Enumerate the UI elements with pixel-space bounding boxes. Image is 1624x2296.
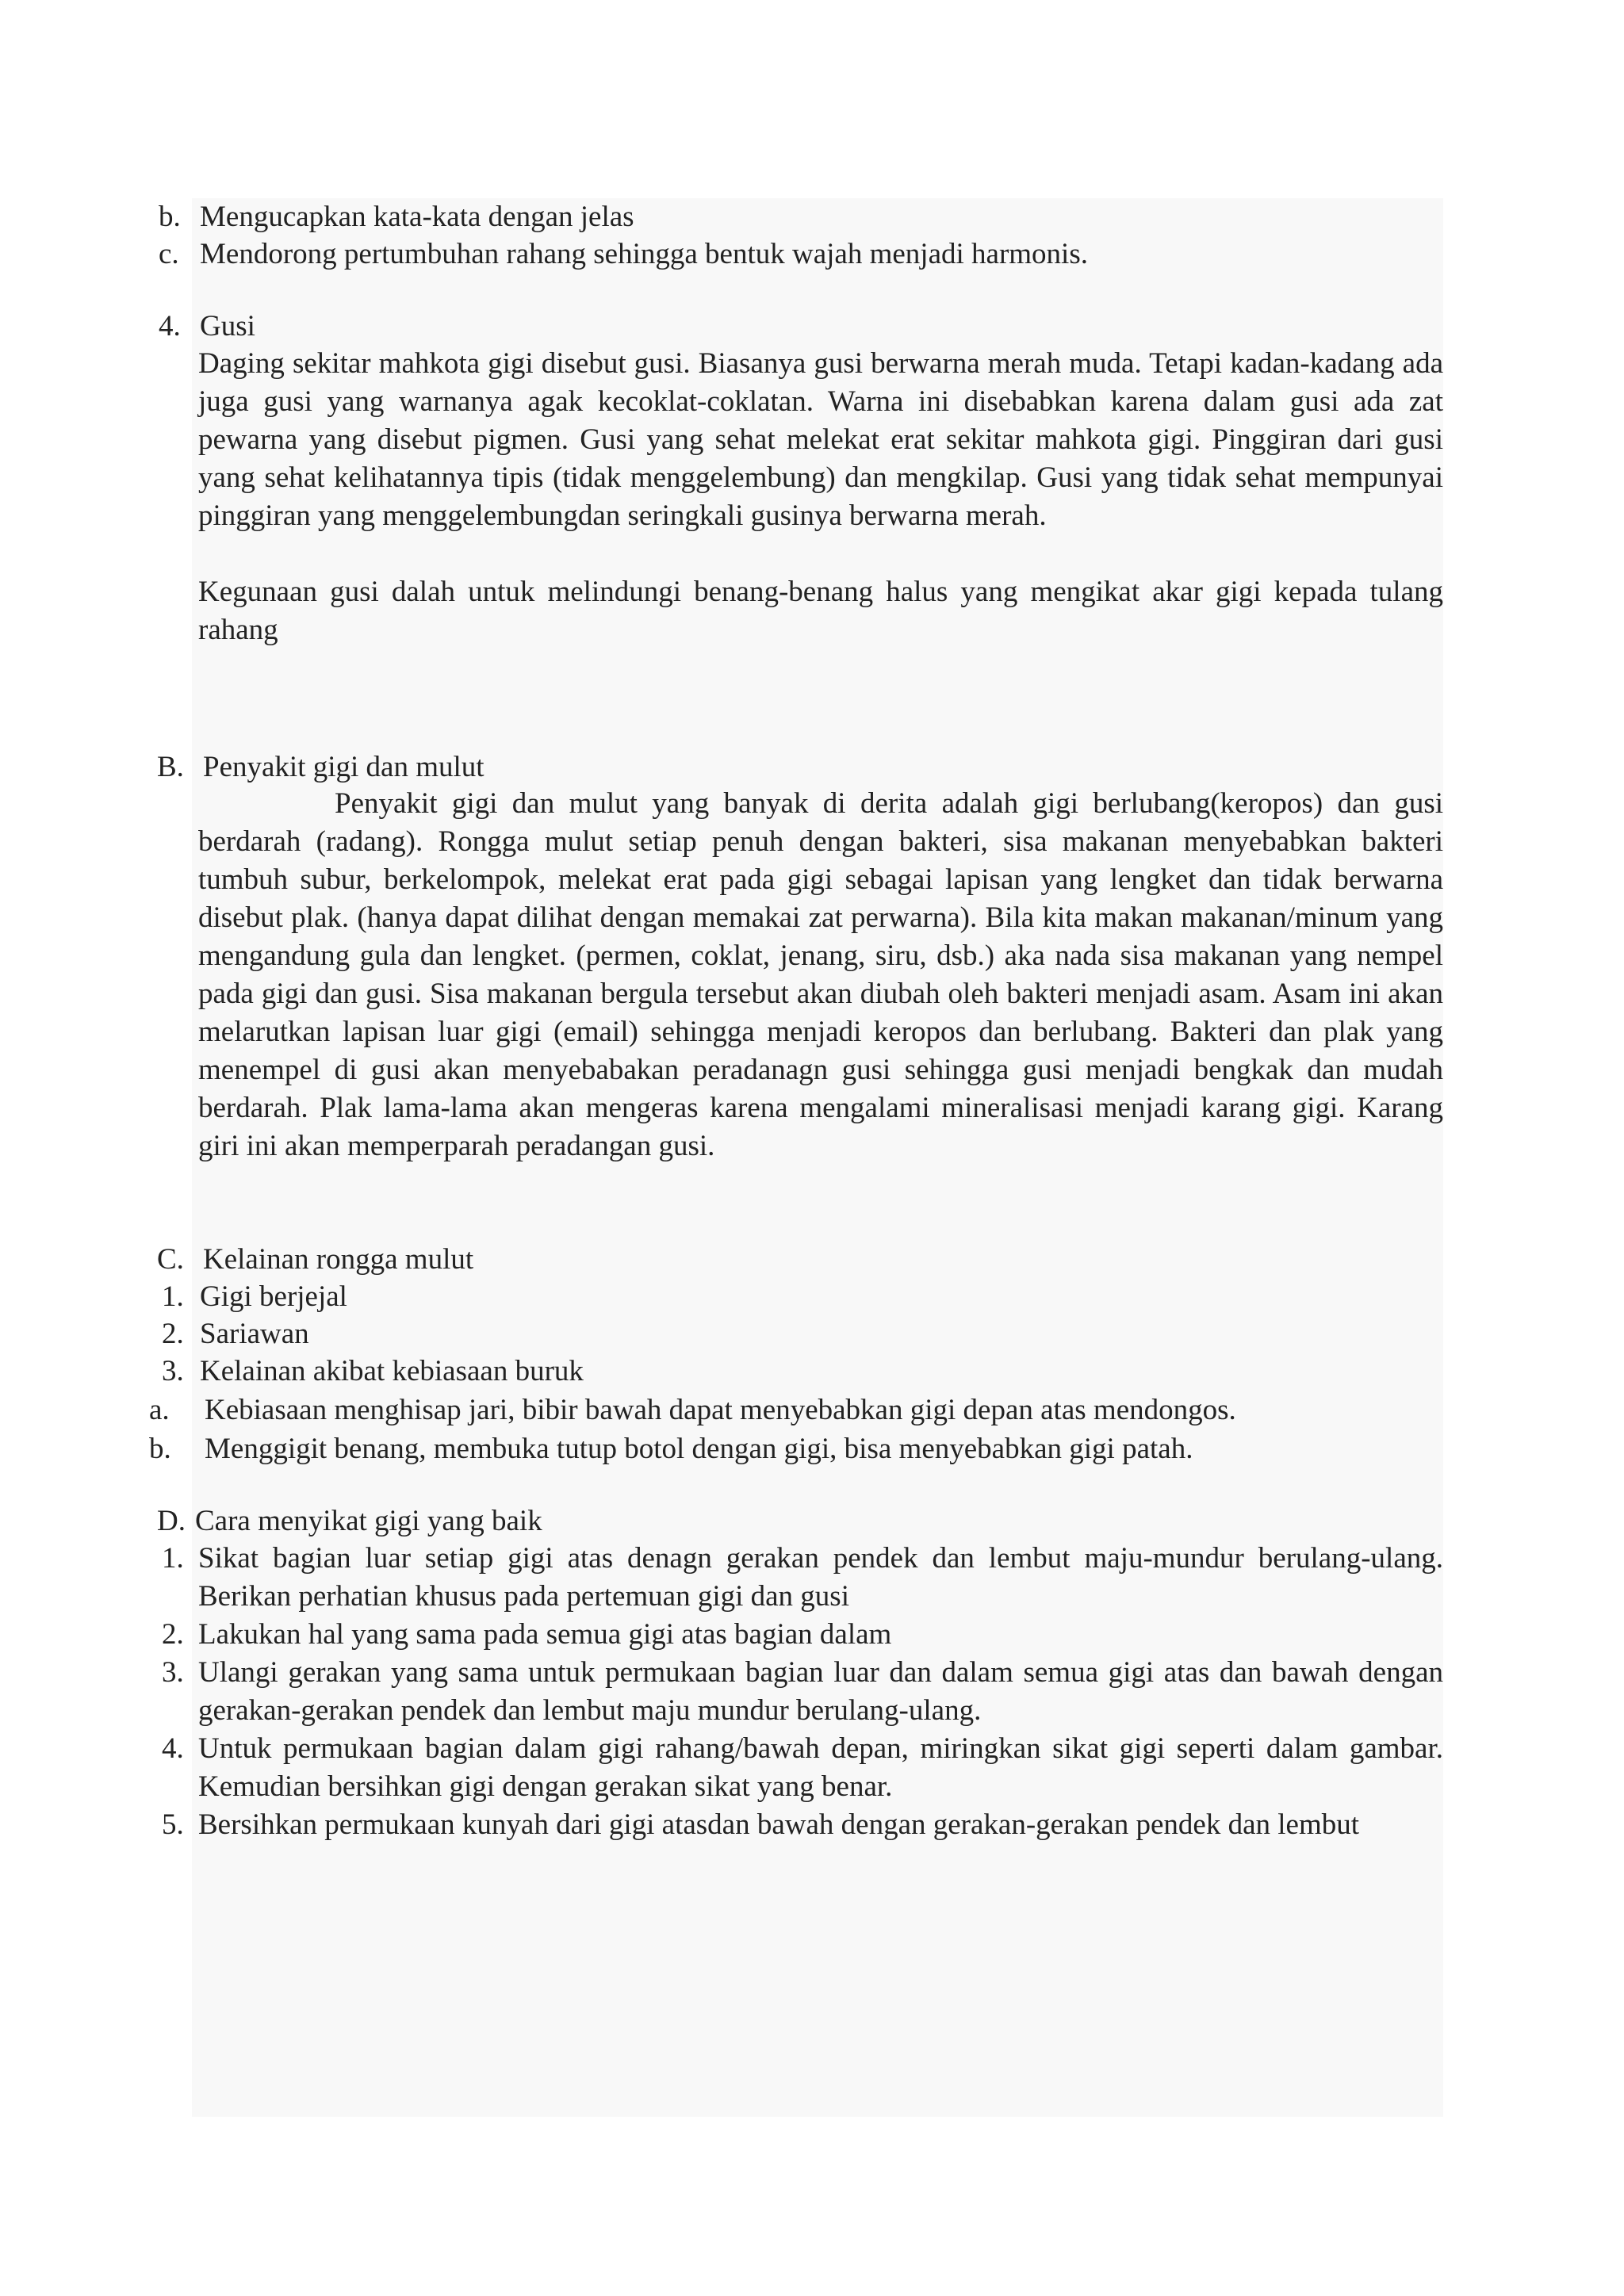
list-marker: 2. bbox=[162, 1618, 184, 1651]
section-heading bbox=[0, 1502, 1624, 1540]
section-letter: B. bbox=[157, 751, 184, 783]
section-title: Cara menyikat gigi yang baik bbox=[195, 1505, 542, 1537]
list-marker: 4. bbox=[162, 1732, 184, 1765]
list-text: Sikat bagian luar setiap gigi atas denagn gerakan pendek dan lembut maju-mundur berulang-ulang. Berikan perhatian khusus pada pertemuan gigi dan gusi bbox=[198, 1542, 1443, 1613]
sub-list-item bbox=[0, 1430, 1624, 1468]
list-marker: a. bbox=[149, 1394, 170, 1426]
section-heading bbox=[0, 308, 1624, 345]
section-heading bbox=[0, 748, 1624, 786]
list-text: Ulangi gerakan yang sama untuk permukaan bagian luar dan dalam semua gigi atas dan bawah dengan gerakan-gerakan pendek dan lembut maju mundur berulang-ulang. bbox=[198, 1656, 1443, 1727]
list-item bbox=[0, 1353, 1624, 1390]
list-marker: 1. bbox=[162, 1542, 184, 1575]
list-item bbox=[0, 1315, 1624, 1353]
section-heading bbox=[0, 1241, 1624, 1278]
list-text: Bersihkan permukaan kunyah dari gigi atasdan bawah dengan gerakan-gerakan pendek dan lembut bbox=[198, 1808, 1360, 1841]
list-marker: b. bbox=[149, 1433, 171, 1465]
list-item bbox=[0, 198, 1624, 235]
list-text: Lakukan hal yang sama pada semua gigi atas bagian dalam bbox=[198, 1618, 892, 1651]
gusi-paragraph-usage: Kegunaan gusi dalah untuk melindungi benang-benang halus yang mengikat akar gigi kepada tulang rahang bbox=[198, 576, 1443, 646]
section-title: Penyakit gigi dan mulut bbox=[203, 751, 485, 783]
list-text: Gigi berjejal bbox=[200, 1280, 347, 1313]
section-letter: D. bbox=[157, 1505, 186, 1537]
list-text: Kelainan akibat kebiasaan buruk bbox=[200, 1355, 584, 1387]
list-marker: 3. bbox=[162, 1355, 184, 1387]
list-text: Untuk permukaan bagian dalam gigi rahang/bawah depan, miringkan sikat gigi seperti dalam gambar. Kemudian bersihkan gigi dengan gerakan sikat yang benar. bbox=[198, 1732, 1443, 1803]
list-text: Mendorong pertumbuhan rahang sehingga bentuk wajah menjadi harmonis. bbox=[200, 238, 1088, 270]
list-item bbox=[0, 1278, 1624, 1315]
gusi-paragraph: Daging sekitar mahkota gigi disebut gusi. Biasanya gusi berwarna merah muda. Tetapi kadan-kadang ada juga gusi yang warnanya agak kecoklat-coklatan. Warna ini disebabkan karena dalam gusi ada zat pewarna yang disebut pigmen. Gusi yang sehat melekat erat sekitar mahkota gigi. Pinggiran dari gusi yang sehat kelihatannya tipis (tidak menggelembung) dan mengkilap. Gusi yang tidak sehat mempunyai pinggiran yang menggelembungdan seringkali gusinya berwarna merah. bbox=[198, 347, 1443, 532]
section-number: 4. bbox=[159, 310, 181, 342]
section-title: Gusi bbox=[200, 310, 255, 342]
list-item bbox=[0, 235, 1624, 273]
list-marker: b. bbox=[159, 201, 181, 233]
list-text: Sariawan bbox=[200, 1318, 309, 1350]
section-title: Kelainan rongga mulut bbox=[203, 1243, 474, 1276]
penyakit-paragraph: Penyakit gigi dan mulut yang banyak di derita adalah gigi berlubang(keropos) dan gusi berdarah (radang). Rongga mulut setiap penuh dengan bakteri, sisa makanan menyebabkan bakteri tumbuh subur, berkelompok, melekat erat pada gigi sebagai lapisan yang lengket dan tidak berwarna disebut plak. (hanya dapat dilihat dengan memakai zat perwarna). Bila kita makan makanan/minum yang mengandung gula dan lengket. (permen, coklat, jenang, siru, dsb.) aka nada sisa makanan yang nempel pada gigi dan gusi. Sisa makanan bergula tersebut akan diubah oleh bakteri menjadi asam. Asam ini akan melarutkan lapisan luar gigi (email) sehingga menjadi keropos dan berlubang. Bakteri dan plak yang menempel di gusi akan menyebabakan peradanagn gusi sehingga gusi menjadi bengkak dan mudah berdarah. Plak lama-lama akan mengeras karena mengalami mineralisasi menjadi karang gigi. Karang giri ini akan memperparah peradangan gusi. bbox=[198, 787, 1443, 1162]
section-letter: C. bbox=[157, 1243, 184, 1276]
list-text: Menggigit benang, membuka tutup botol dengan gigi, bisa menyebabkan gigi patah. bbox=[205, 1433, 1193, 1465]
list-marker: 2. bbox=[162, 1318, 184, 1350]
list-marker: 5. bbox=[162, 1808, 184, 1841]
list-text: Mengucapkan kata-kata dengan jelas bbox=[200, 201, 634, 233]
list-text: Kebiasaan menghisap jari, bibir bawah dapat menyebabkan gigi depan atas mendongos. bbox=[205, 1394, 1236, 1426]
list-marker: 3. bbox=[162, 1656, 184, 1689]
list-marker: c. bbox=[159, 238, 179, 270]
sub-list-item bbox=[0, 1391, 1624, 1429]
list-marker: 1. bbox=[162, 1280, 184, 1313]
